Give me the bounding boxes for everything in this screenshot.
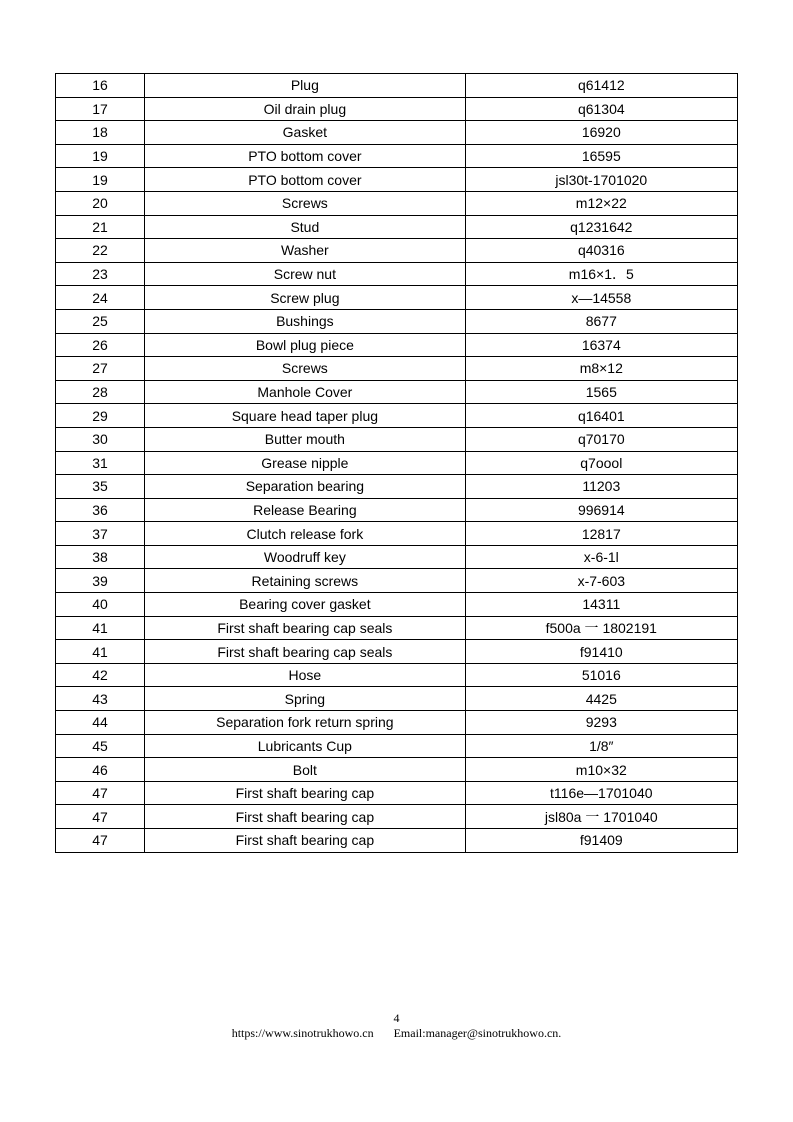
cell-item-number: 28 bbox=[56, 380, 145, 404]
cell-part-code: t116e—1701040 bbox=[465, 781, 737, 805]
cell-item-number: 41 bbox=[56, 640, 145, 664]
cell-part-name: Stud bbox=[145, 215, 465, 239]
cell-item-number: 44 bbox=[56, 711, 145, 735]
cell-part-code: 16374 bbox=[465, 333, 737, 357]
cell-part-code: m8×12 bbox=[465, 357, 737, 381]
cell-part-name: First shaft bearing cap bbox=[145, 805, 465, 829]
cell-part-name: Gasket bbox=[145, 121, 465, 145]
cell-part-code: f500a 一 1802191 bbox=[465, 616, 737, 640]
cell-part-code: jsl80a 一 1701040 bbox=[465, 805, 737, 829]
cell-part-name: Square head taper plug bbox=[145, 404, 465, 428]
cell-item-number: 31 bbox=[56, 451, 145, 475]
cell-part-code: 1565 bbox=[465, 380, 737, 404]
cell-item-number: 39 bbox=[56, 569, 145, 593]
cell-part-code: jsl30t-1701020 bbox=[465, 168, 737, 192]
table-row bbox=[56, 404, 738, 428]
cell-item-number: 47 bbox=[56, 781, 145, 805]
cell-part-name: Lubricants Cup bbox=[145, 734, 465, 758]
cell-part-name: Screw plug bbox=[145, 286, 465, 310]
cell-part-name: Hose bbox=[145, 663, 465, 687]
table-row bbox=[56, 262, 738, 286]
cell-part-name: Grease nipple bbox=[145, 451, 465, 475]
table-row bbox=[56, 805, 738, 829]
cell-item-number: 27 bbox=[56, 357, 145, 381]
cell-part-name: Bowl plug piece bbox=[145, 333, 465, 357]
table-row bbox=[56, 687, 738, 711]
cell-item-number: 19 bbox=[56, 168, 145, 192]
table-row bbox=[56, 168, 738, 192]
cell-part-code: 12817 bbox=[465, 522, 737, 546]
cell-item-number: 26 bbox=[56, 333, 145, 357]
cell-item-number: 47 bbox=[56, 829, 145, 853]
cell-item-number: 38 bbox=[56, 545, 145, 569]
cell-part-name: First shaft bearing cap bbox=[145, 829, 465, 853]
table-row bbox=[56, 663, 738, 687]
table-row bbox=[56, 545, 738, 569]
cell-item-number: 16 bbox=[56, 74, 145, 98]
cell-item-number: 21 bbox=[56, 215, 145, 239]
table-row bbox=[56, 734, 738, 758]
table-row bbox=[56, 380, 738, 404]
cell-part-name: Screw nut bbox=[145, 262, 465, 286]
cell-item-number: 41 bbox=[56, 616, 145, 640]
table-row bbox=[56, 616, 738, 640]
cell-part-name: Manhole Cover bbox=[145, 380, 465, 404]
cell-part-name: Screws bbox=[145, 191, 465, 215]
cell-item-number: 46 bbox=[56, 758, 145, 782]
cell-item-number: 36 bbox=[56, 498, 145, 522]
cell-part-name: Oil drain plug bbox=[145, 97, 465, 121]
cell-part-name: Separation fork return spring bbox=[145, 711, 465, 735]
cell-part-code: 4425 bbox=[465, 687, 737, 711]
cell-item-number: 43 bbox=[56, 687, 145, 711]
table-row bbox=[56, 427, 738, 451]
table-row bbox=[56, 144, 738, 168]
cell-item-number: 47 bbox=[56, 805, 145, 829]
cell-item-number: 35 bbox=[56, 475, 145, 499]
table-row bbox=[56, 711, 738, 735]
cell-item-number: 23 bbox=[56, 262, 145, 286]
table-row bbox=[56, 593, 738, 617]
table-row bbox=[56, 475, 738, 499]
cell-item-number: 20 bbox=[56, 191, 145, 215]
cell-part-name: Clutch release fork bbox=[145, 522, 465, 546]
footer-website: https://www.sinotrukhowo.cn bbox=[231, 1026, 374, 1040]
cell-part-code: 51016 bbox=[465, 663, 737, 687]
table-row bbox=[56, 781, 738, 805]
cell-item-number: 30 bbox=[56, 427, 145, 451]
cell-part-name: Plug bbox=[145, 74, 465, 98]
table-row bbox=[56, 121, 738, 145]
table-row bbox=[56, 522, 738, 546]
cell-part-name: First shaft bearing cap bbox=[145, 781, 465, 805]
cell-part-code: q7oool bbox=[465, 451, 737, 475]
cell-part-name: Separation bearing bbox=[145, 475, 465, 499]
cell-item-number: 22 bbox=[56, 239, 145, 263]
cell-item-number: 37 bbox=[56, 522, 145, 546]
cell-part-name: PTO bottom cover bbox=[145, 168, 465, 192]
table-row bbox=[56, 640, 738, 664]
table-row bbox=[56, 191, 738, 215]
footer-contact bbox=[0, 1026, 793, 1041]
cell-part-code: 1/8″ bbox=[465, 734, 737, 758]
cell-item-number: 19 bbox=[56, 144, 145, 168]
table-row bbox=[56, 74, 738, 98]
table-row bbox=[56, 239, 738, 263]
cell-part-code: 9293 bbox=[465, 711, 737, 735]
cell-part-name: Butter mouth bbox=[145, 427, 465, 451]
table-row bbox=[56, 829, 738, 853]
cell-part-name: Release Bearing bbox=[145, 498, 465, 522]
cell-part-name: Bearing cover gasket bbox=[145, 593, 465, 617]
cell-part-name: Spring bbox=[145, 687, 465, 711]
cell-part-name: First shaft bearing cap seals bbox=[145, 640, 465, 664]
cell-part-name: First shaft bearing cap seals bbox=[145, 616, 465, 640]
cell-part-code: 16595 bbox=[465, 144, 737, 168]
cell-part-code: q1231642 bbox=[465, 215, 737, 239]
cell-part-code: 14311 bbox=[465, 593, 737, 617]
cell-part-code: 8677 bbox=[465, 309, 737, 333]
table-row bbox=[56, 451, 738, 475]
cell-item-number: 45 bbox=[56, 734, 145, 758]
cell-part-name: Retaining screws bbox=[145, 569, 465, 593]
cell-part-code: x—14558 bbox=[465, 286, 737, 310]
cell-item-number: 18 bbox=[56, 121, 145, 145]
cell-part-code: q61304 bbox=[465, 97, 737, 121]
table-row bbox=[56, 97, 738, 121]
table-row bbox=[56, 758, 738, 782]
cell-part-name: Bushings bbox=[145, 309, 465, 333]
table-row bbox=[56, 569, 738, 593]
cell-part-code: m10×32 bbox=[465, 758, 737, 782]
cell-part-code: q40316 bbox=[465, 239, 737, 263]
cell-part-code: q16401 bbox=[465, 404, 737, 428]
cell-part-code: 16920 bbox=[465, 121, 737, 145]
cell-part-code: x-6-1l bbox=[465, 545, 737, 569]
cell-item-number: 42 bbox=[56, 663, 145, 687]
cell-part-code: 996914 bbox=[465, 498, 737, 522]
cell-item-number: 29 bbox=[56, 404, 145, 428]
cell-part-code: f91410 bbox=[465, 640, 737, 664]
page-number: 4 bbox=[393, 1011, 400, 1025]
cell-part-name: PTO bottom cover bbox=[145, 144, 465, 168]
table-row bbox=[56, 333, 738, 357]
cell-item-number: 24 bbox=[56, 286, 145, 310]
cell-part-code: m12×22 bbox=[465, 191, 737, 215]
parts-table bbox=[55, 73, 738, 853]
table-row bbox=[56, 498, 738, 522]
table-row bbox=[56, 309, 738, 333]
cell-part-code: f91409 bbox=[465, 829, 737, 853]
table-row bbox=[56, 215, 738, 239]
cell-part-name: Washer bbox=[145, 239, 465, 263]
table-row bbox=[56, 357, 738, 381]
cell-part-code: x-7-603 bbox=[465, 569, 737, 593]
cell-part-name: Bolt bbox=[145, 758, 465, 782]
cell-part-code: q61412 bbox=[465, 74, 737, 98]
cell-item-number: 17 bbox=[56, 97, 145, 121]
cell-item-number: 25 bbox=[56, 309, 145, 333]
cell-part-name: Screws bbox=[145, 357, 465, 381]
cell-part-code: m16×1．5 bbox=[465, 262, 737, 286]
table-body bbox=[56, 74, 738, 853]
cell-item-number: 40 bbox=[56, 593, 145, 617]
cell-part-name: Woodruff key bbox=[145, 545, 465, 569]
cell-part-code: q70170 bbox=[465, 427, 737, 451]
cell-part-code: 11203 bbox=[465, 475, 737, 499]
table-row bbox=[56, 286, 738, 310]
footer-email: Email:manager@sinotrukhowo.cn. bbox=[393, 1026, 562, 1040]
